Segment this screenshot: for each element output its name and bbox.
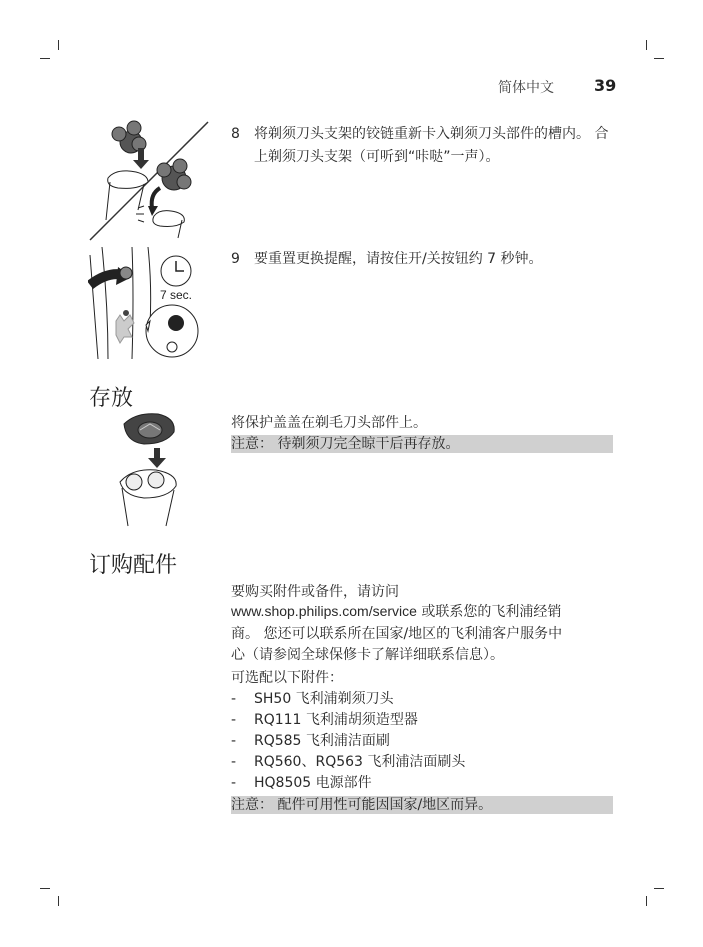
crop-mark	[40, 888, 50, 889]
step-text: 要重置更换提醒，请按住开/关按钮约 7 秒钟。	[254, 251, 543, 267]
crop-mark	[646, 896, 647, 906]
storage-text: 将保护盖盖在剃毛刀头部件上。	[231, 415, 427, 431]
shaving-head-reattach-illustration	[88, 120, 210, 242]
step-text: 将剃须刀头支架的铰链重新卡入剃须刀头部件的槽内。 合上剃须刀头支架（可听到“咔哒”一声）。	[254, 126, 609, 165]
crop-mark	[58, 896, 59, 906]
accessories-list-intro: 可选配以下附件：	[231, 670, 343, 686]
reset-reminder-illustration	[88, 245, 210, 363]
ordering-intro-line-2	[231, 601, 615, 623]
step-number: 9	[231, 251, 240, 267]
timer-label: 7 sec.	[160, 288, 193, 302]
page-number: 39	[594, 76, 617, 95]
ordering-note: 注意： 配件可用性可能因国家/地区而异。	[231, 796, 613, 814]
shop-link[interactable]: www.shop.philips.com/service	[231, 603, 417, 619]
storage-note: 注意： 待剃须刀完全晾干后再存放。	[231, 435, 613, 453]
step-number: 8	[231, 126, 240, 142]
section-title-storage: 存放	[89, 386, 134, 411]
crop-mark	[58, 40, 59, 50]
crop-mark	[654, 888, 664, 889]
ordering-intro-line-1: 要购买附件或备件，请访问	[231, 584, 399, 600]
crop-mark	[646, 40, 647, 50]
crop-mark	[654, 58, 664, 59]
crop-mark	[40, 58, 50, 59]
protection-cap-illustration	[114, 410, 184, 528]
ordering-intro-line-2-text: 或联系您的飞利浦经销	[416, 604, 562, 620]
section-title-ordering: 订购配件	[89, 553, 178, 578]
header-language: 简体中文	[498, 80, 554, 96]
ordering-intro-line-3: 商。 您还可以联系所在国家/地区的飞利浦客户服务中	[231, 626, 563, 642]
ordering-intro-line-4: 心（请参阅全球保修卡了解详细联系信息）。	[231, 647, 504, 663]
